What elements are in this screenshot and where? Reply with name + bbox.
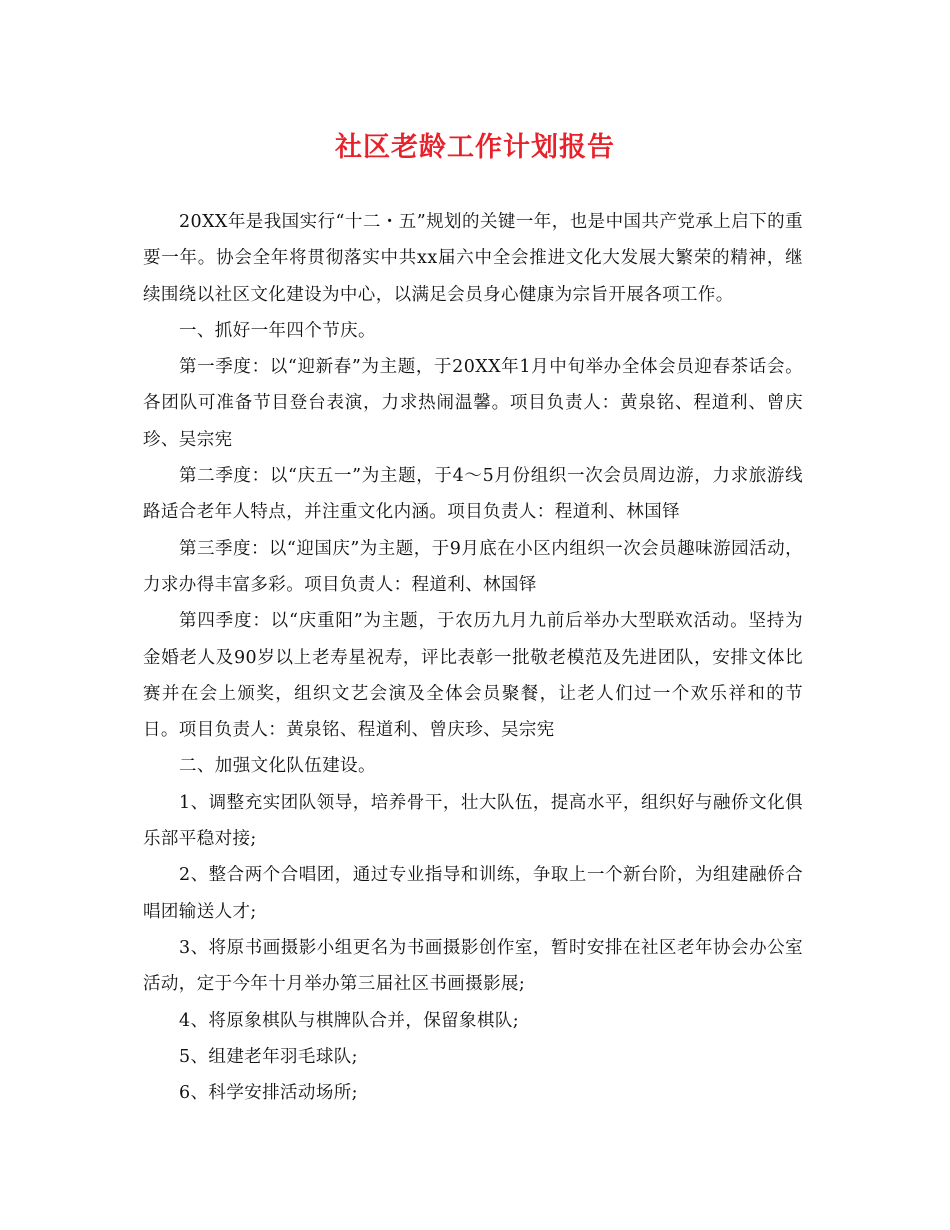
paragraph-q2: 第二季度：以“庆五一”为主题，于4～5月份组织一次会员周边游，力求旅游线路适合老年人特点，并注重文化内涵。项目负责人：程道利、林国铎: [143, 466, 803, 523]
paragraph-intro: 20XX年是我国实行“十二・五”规划的关键一年，也是中国共产党承上启下的重要一年。协会全年将贯彻落实中共xx届六中全会推进文化大发展大繁荣的精神，继续围绕以社区文化建设为中心，以满足会员身心健康为宗旨开展各项工作。: [143, 212, 803, 305]
paragraph-q1: 第一季度：以“迎新春”为主题，于20XX年1月中旬举办全体会员迎春茶话会。各团队可准备节目登台表演，力求热闹温馨。项目负责人：黄泉铭、程道利、曾庆珍、吴宗宪: [143, 357, 803, 450]
list-item: 1、调整充实团队领导，培养骨干，壮大队伍，提高水平，组织好与融侨文化俱乐部平稳对接;: [143, 792, 803, 850]
paragraph-q4: 第四季度：以“庆重阳”为主题，于农历九月九前后举办大型联欢活动。坚持为金婚老人及90岁以上老寿星祝寿，评比表彰一批敬老模范及先进团队，安排文体比赛并在会上颁奖，组织文艺会演及全体会员聚餐，让老人们过一个欢乐祥和的节日。项目负责人：黄泉铭、程道利、曾庆珍、吴宗宪: [143, 611, 803, 741]
section-heading-teams: 二、加强文化队伍建设。: [179, 756, 376, 777]
section-heading-festivals: 一、抓好一年四个节庆。: [179, 320, 376, 341]
list-item: 4、将原象棋队与棋牌队合并，保留象棋队;: [179, 1010, 520, 1031]
list-item: 6、科学安排活动场所;: [179, 1083, 358, 1104]
list-item: 2、整合两个合唱团，通过专业指导和训练，争取上一个新台阶，为组建融侨合唱团输送人才;: [143, 865, 803, 922]
document-title: 社区老龄工作计划报告: [335, 132, 615, 163]
list-item: 5、组建老年羽毛球队;: [179, 1046, 358, 1067]
document-body: [143, 204, 803, 1111]
paragraph-q3: 第三季度：以“迎国庆”为主题，于9月底在小区内组织一次会员趣味游园活动，力求办得丰富多彩。项目负责人：程道利、林国铎: [143, 538, 803, 595]
list-item: 3、将原书画摄影小组更名为书画摄影创作室，暂时安排在社区老年协会办公室活动，定于今年十月举办第三届社区书画摄影展;: [143, 937, 803, 995]
